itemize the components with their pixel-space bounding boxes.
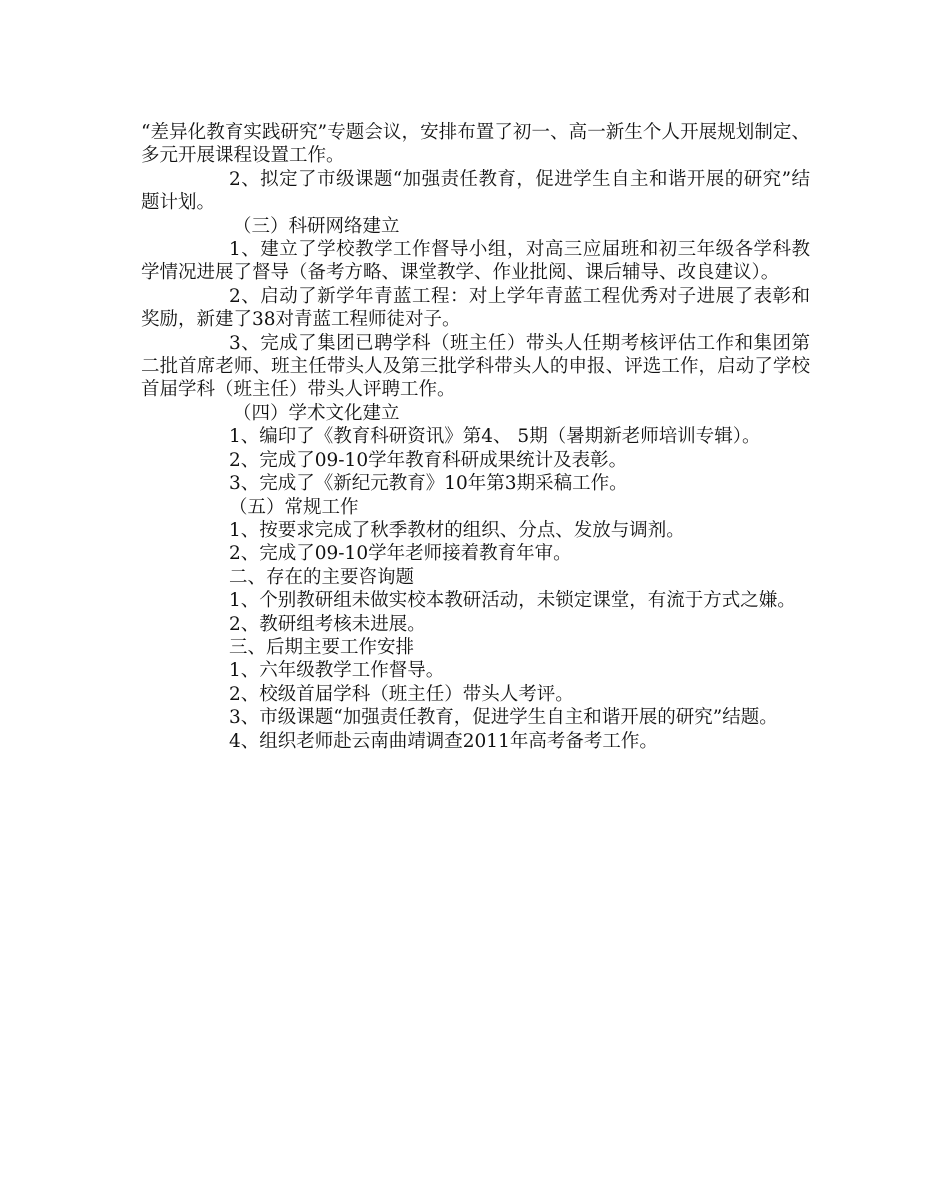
paragraph-item: 3、市级课题“加强责任教育，促进学生自主和谐开展的研究”结题。 [229, 707, 778, 729]
paragraph-item: 4、组织老师赴云南曲靖调查2011年高考备考工作。 [229, 730, 658, 752]
paragraph-continuation: “差异化教育实践研究”专题会议，安排布置了初一、高一新生个人开展规划制定、多元开展课程设置工作。 [141, 122, 810, 167]
paragraph-item: 1、按要求完成了秋季教材的组织、分点、发放与调剂。 [229, 519, 685, 541]
document-body [141, 121, 810, 753]
paragraph-item: 2、拟定了市级课题“加强责任教育，促进学生自主和谐开展的研究”结题计划。 [141, 168, 810, 214]
section-heading: （五）常规工作 [229, 496, 359, 518]
section-heading: 三、后期主要工作安排 [229, 636, 415, 658]
section-heading: （四）学术文化建立 [233, 402, 400, 424]
section-heading: （三）科研网络建立 [233, 215, 400, 237]
paragraph-item: 1、编印了《教育科研资讯》第4、 5期（暑期新老师培训专辑）。 [229, 426, 761, 448]
paragraph-item: 3、完成了《新纪元教育》10年第3期采稿工作。 [229, 473, 628, 495]
paragraph-item: 1、六年级教学工作督导。 [229, 660, 445, 682]
paragraph-item: 2、教研组考核未进展。 [229, 613, 426, 635]
paragraph-item: 2、完成了09-10学年老师接着教育年审。 [229, 543, 572, 565]
paragraph-item: 2、完成了09-10学年教育科研成果统计及表彰。 [229, 449, 628, 471]
paragraph-item: 2、校级首届学科（班主任）带头人考评。 [229, 683, 574, 705]
paragraph-item: 1、建立了学校教学工作督导小组，对高三应届班和初三年级各学科教学情况进展了督导（备考方略、课堂教学、作业批阅、课后辅导、改良建议）。 [141, 239, 810, 284]
paragraph-item: 3、完成了集团已聘学科（班主任）带头人任期考核评估工作和集团第二批首席老师、班主任带头人及第三批学科带头人的申报、评选工作，启动了学校首届学科（班主任）带头人评聘工作。 [141, 332, 810, 401]
paragraph-item: 1、个别教研组未做实校本教研活动，未锁定课堂，有流于方式之嫌。 [229, 590, 796, 612]
section-heading: 二、存在的主要咨询题 [229, 566, 415, 588]
paragraph-item: 2、启动了新学年青蓝工程：对上学年青蓝工程优秀对子进展了表彰和奖励，新建了38对青蓝工程师徒对子。 [141, 285, 810, 331]
